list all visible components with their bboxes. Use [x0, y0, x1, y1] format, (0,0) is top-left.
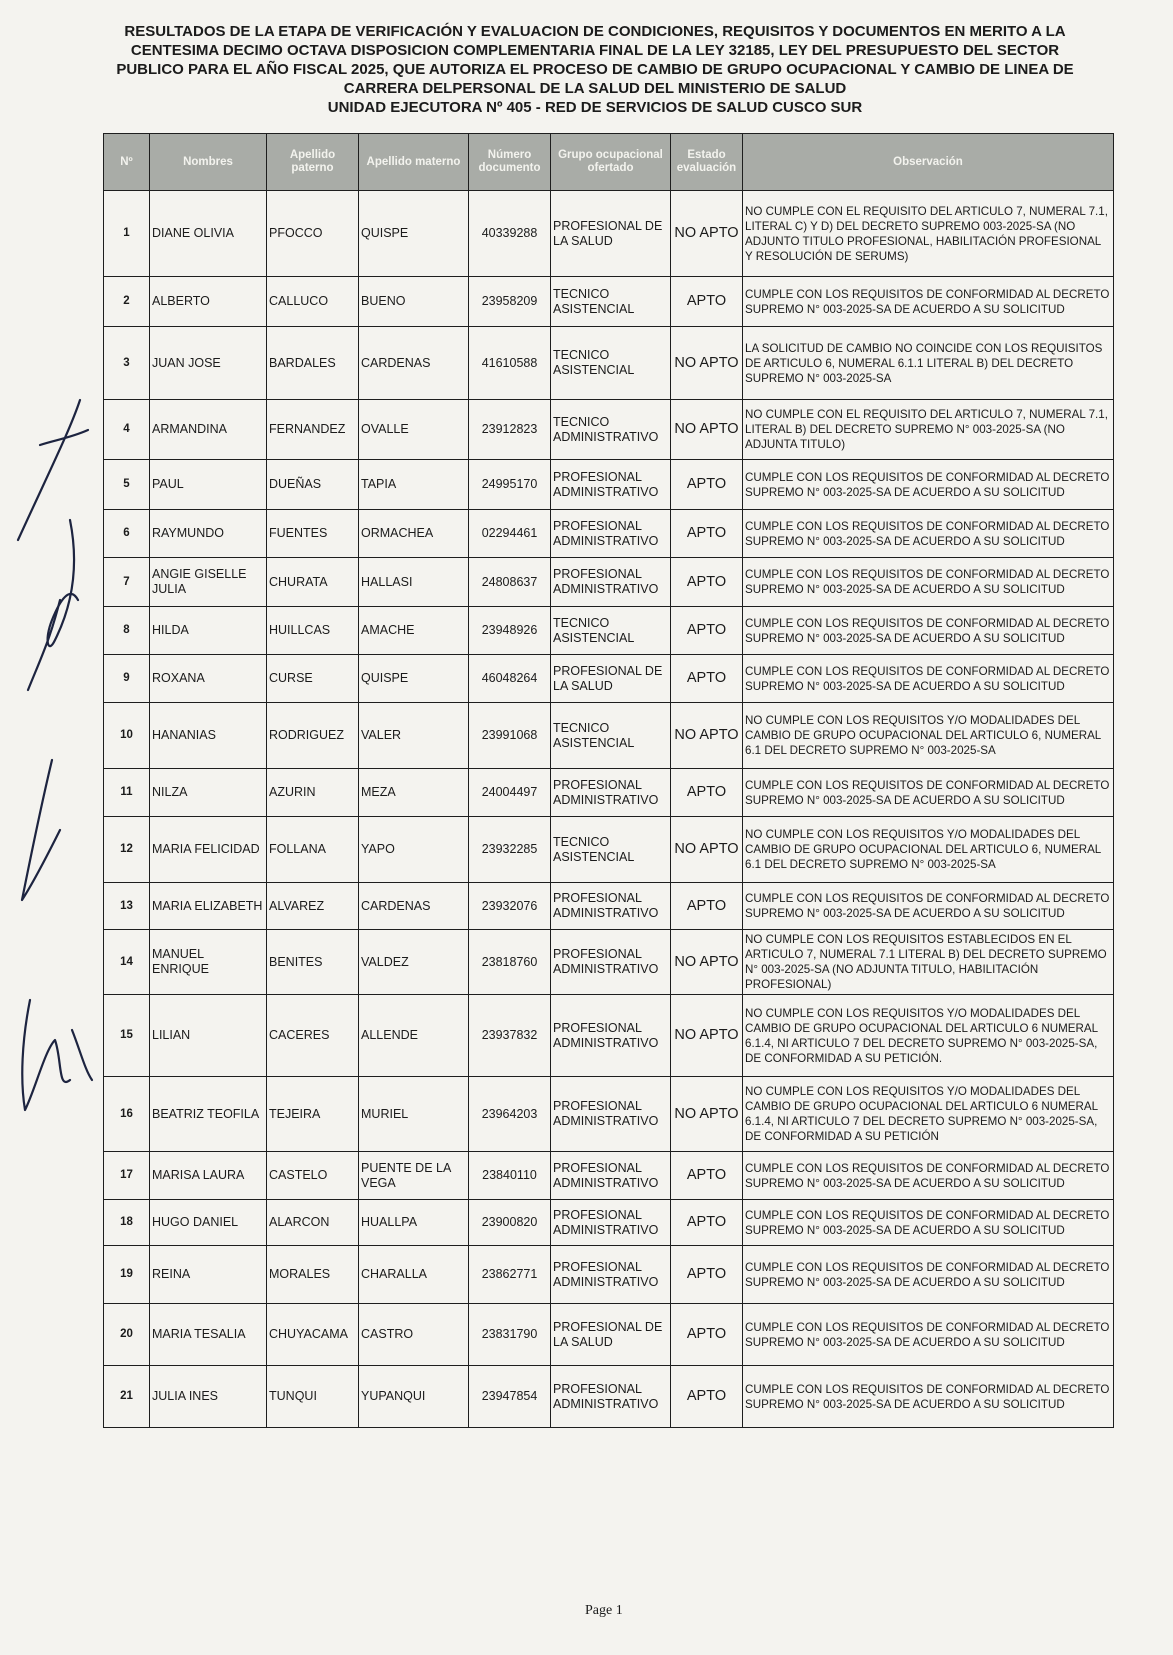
- table-row: [104, 1077, 1114, 1152]
- cell-nombres: MARISA LAURA: [150, 1152, 267, 1200]
- table-row: [104, 191, 1114, 277]
- title-line-1: RESULTADOS DE LA ETAPA DE VERIFICACIÓN Y EVALUACION DE CONDICIONES, REQUISITOS Y DOCUMENTOS EN MERITO A LA: [124, 23, 1066, 40]
- cell-apellido-paterno: FOLLANA: [267, 817, 359, 883]
- cell-numero-documento: 23932285: [469, 817, 551, 883]
- cell-apellido-paterno: ALVAREZ: [267, 883, 359, 930]
- cell-estado-evaluacion: APTO: [671, 460, 743, 510]
- cell-nombres: JUAN JOSE: [150, 327, 267, 400]
- cell-nombres: HILDA: [150, 607, 267, 655]
- cell-n: 20: [104, 1304, 150, 1366]
- cell-estado-evaluacion: NO APTO: [671, 930, 743, 995]
- cell-nombres: REINA: [150, 1246, 267, 1304]
- cell-grupo-ocupacional: PROFESIONAL ADMINISTRATIVO: [551, 558, 671, 607]
- table-row: [104, 995, 1114, 1077]
- cell-estado-evaluacion: APTO: [671, 1200, 743, 1246]
- cell-estado-evaluacion: APTO: [671, 1304, 743, 1366]
- cell-apellido-paterno: FUENTES: [267, 510, 359, 558]
- cell-apellido-materno: VALDEZ: [359, 930, 469, 995]
- cell-grupo-ocupacional: TECNICO ASISTENCIAL: [551, 703, 671, 769]
- table-header-row: [104, 134, 1114, 191]
- cell-estado-evaluacion: APTO: [671, 883, 743, 930]
- cell-apellido-paterno: ALARCON: [267, 1200, 359, 1246]
- cell-n: 2: [104, 277, 150, 327]
- cell-apellido-materno: MEZA: [359, 769, 469, 817]
- cell-nombres: HUGO DANIEL: [150, 1200, 267, 1246]
- cell-numero-documento: 24004497: [469, 769, 551, 817]
- cell-apellido-paterno: CURSE: [267, 655, 359, 703]
- cell-observacion: CUMPLE CON LOS REQUISITOS DE CONFORMIDAD AL DECRETO SUPREMO N° 003-2025-SA DE ACUERDO A SU SOLICITUD: [743, 655, 1114, 703]
- cell-estado-evaluacion: APTO: [671, 769, 743, 817]
- cell-n: 8: [104, 607, 150, 655]
- cell-apellido-paterno: BARDALES: [267, 327, 359, 400]
- cell-apellido-paterno: CACERES: [267, 995, 359, 1077]
- table-row: [104, 1304, 1114, 1366]
- cell-apellido-paterno: HUILLCAS: [267, 607, 359, 655]
- table-row: [104, 703, 1114, 769]
- cell-estado-evaluacion: NO APTO: [671, 400, 743, 460]
- cell-observacion: CUMPLE CON LOS REQUISITOS DE CONFORMIDAD AL DECRETO SUPREMO N° 003-2025-SA DE ACUERDO A SU SOLICITUD: [743, 558, 1114, 607]
- cell-grupo-ocupacional: TECNICO ASISTENCIAL: [551, 327, 671, 400]
- table-row: [104, 558, 1114, 607]
- cell-n: 16: [104, 1077, 150, 1152]
- cell-n: 14: [104, 930, 150, 995]
- cell-apellido-materno: YUPANQUI: [359, 1366, 469, 1428]
- cell-numero-documento: 23932076: [469, 883, 551, 930]
- cell-estado-evaluacion: NO APTO: [671, 817, 743, 883]
- table-row: [104, 277, 1114, 327]
- cell-nombres: ARMANDINA: [150, 400, 267, 460]
- cell-numero-documento: 41610588: [469, 327, 551, 400]
- cell-apellido-paterno: BENITES: [267, 930, 359, 995]
- cell-apellido-materno: CARDENAS: [359, 883, 469, 930]
- cell-numero-documento: 24995170: [469, 460, 551, 510]
- title-line-4: CARRERA DELPERSONAL DE LA SALUD DEL MINISTERIO DE SALUD: [343, 80, 847, 97]
- table-row: [104, 817, 1114, 883]
- cell-numero-documento: 23818760: [469, 930, 551, 995]
- cell-nombres: LILIAN: [150, 995, 267, 1077]
- cell-nombres: MARIA TESALIA: [150, 1304, 267, 1366]
- col-header-nombres: Nombres: [150, 134, 267, 191]
- cell-apellido-materno: MURIEL: [359, 1077, 469, 1152]
- cell-estado-evaluacion: NO APTO: [671, 703, 743, 769]
- cell-observacion: CUMPLE CON LOS REQUISITOS DE CONFORMIDAD AL DECRETO SUPREMO N° 003-2025-SA DE ACUERDO A SU SOLICITUD: [743, 1366, 1114, 1428]
- cell-observacion: CUMPLE CON LOS REQUISITOS DE CONFORMIDAD AL DECRETO SUPREMO N° 003-2025-SA DE ACUERDO A SU SOLICITUD: [743, 607, 1114, 655]
- cell-observacion: CUMPLE CON LOS REQUISITOS DE CONFORMIDAD AL DECRETO SUPREMO N° 003-2025-SA DE ACUERDO A SU SOLICITUD: [743, 769, 1114, 817]
- cell-grupo-ocupacional: PROFESIONAL ADMINISTRATIVO: [551, 1366, 671, 1428]
- col-header-apellido-materno: Apellido materno: [359, 134, 469, 191]
- cell-numero-documento: 23947854: [469, 1366, 551, 1428]
- title-line-2: CENTESIMA DECIMO OCTAVA DISPOSICION COMPLEMENTARIA FINAL DE LA LEY 32185, LEY DEL PRESUPUESTO DEL SECTOR: [130, 42, 1060, 59]
- signature-stroke-1: [18, 400, 80, 540]
- cell-n: 17: [104, 1152, 150, 1200]
- results-table: [103, 133, 1114, 1428]
- page-number: Page 1: [585, 1603, 623, 1618]
- cell-apellido-paterno: CHUYACAMA: [267, 1304, 359, 1366]
- cell-n: 6: [104, 510, 150, 558]
- cell-estado-evaluacion: APTO: [671, 558, 743, 607]
- cell-n: 9: [104, 655, 150, 703]
- cell-apellido-paterno: CALLUCO: [267, 277, 359, 327]
- cell-grupo-ocupacional: PROFESIONAL ADMINISTRATIVO: [551, 1200, 671, 1246]
- cell-observacion: NO CUMPLE CON LOS REQUISITOS Y/O MODALIDADES DEL CAMBIO DE GRUPO OCUPACIONAL DEL ARTICULO 6, NUMERAL 6.1 DEL DECRETO SUPREMO N° 003-2025-SA: [743, 703, 1114, 769]
- cell-grupo-ocupacional: PROFESIONAL ADMINISTRATIVO: [551, 995, 671, 1077]
- cell-observacion: NO CUMPLE CON LOS REQUISITOS Y/O MODALIDADES DEL CAMBIO DE GRUPO OCUPACIONAL DEL ARTICULO 6, NUMERAL 6.1 DEL DECRETO SUPREMO N° 003-2025-SA: [743, 817, 1114, 883]
- cell-grupo-ocupacional: TECNICO ASISTENCIAL: [551, 817, 671, 883]
- cell-apellido-materno: BUENO: [359, 277, 469, 327]
- cell-n: 21: [104, 1366, 150, 1428]
- cell-estado-evaluacion: APTO: [671, 510, 743, 558]
- cell-observacion: NO CUMPLE CON EL REQUISITO DEL ARTICULO 7, NUMERAL 7.1, LITERAL B) DEL DECRETO SUPREMO N° 003-2025-SA (NO ADJUNTA TITULO): [743, 400, 1114, 460]
- cell-observacion: CUMPLE CON LOS REQUISITOS DE CONFORMIDAD AL DECRETO SUPREMO N° 003-2025-SA DE ACUERDO A SU SOLICITUD: [743, 277, 1114, 327]
- cell-grupo-ocupacional: PROFESIONAL DE LA SALUD: [551, 1304, 671, 1366]
- cell-observacion: CUMPLE CON LOS REQUISITOS DE CONFORMIDAD AL DECRETO SUPREMO N° 003-2025-SA DE ACUERDO A SU SOLICITUD: [743, 510, 1114, 558]
- table-row: [104, 883, 1114, 930]
- cell-nombres: MARIA FELICIDAD: [150, 817, 267, 883]
- cell-apellido-paterno: PFOCCO: [267, 191, 359, 277]
- cell-grupo-ocupacional: PROFESIONAL ADMINISTRATIVO: [551, 460, 671, 510]
- title-line-3: PUBLICO PARA EL AÑO FISCAL 2025, QUE AUTORIZA EL PROCESO DE CAMBIO DE GRUPO OCUPACIONAL Y CAMBIO DE LINEA DE: [116, 61, 1074, 78]
- cell-apellido-paterno: MORALES: [267, 1246, 359, 1304]
- cell-n: 11: [104, 769, 150, 817]
- table-row: [104, 930, 1114, 995]
- cell-estado-evaluacion: APTO: [671, 607, 743, 655]
- cell-apellido-materno: OVALLE: [359, 400, 469, 460]
- cell-nombres: NILZA: [150, 769, 267, 817]
- cell-apellido-materno: VALER: [359, 703, 469, 769]
- cell-observacion: NO CUMPLE CON EL REQUISITO DEL ARTICULO 7, NUMERAL 7.1, LITERAL C) Y D) DEL DECRETO SUPREMO 003-2025-SA (NO ADJUNTO TITULO PROFESIONAL, HABILITACIÓN PROFESIONAL Y RESOLUCIÓN DE SERUMS): [743, 191, 1114, 277]
- initials-stroke-2: [72, 1030, 92, 1080]
- cell-estado-evaluacion: NO APTO: [671, 1077, 743, 1152]
- cell-grupo-ocupacional: PROFESIONAL DE LA SALUD: [551, 191, 671, 277]
- cell-grupo-ocupacional: TECNICO ADMINISTRATIVO: [551, 400, 671, 460]
- cell-numero-documento: 23958209: [469, 277, 551, 327]
- cell-n: 12: [104, 817, 150, 883]
- cell-nombres: JULIA INES: [150, 1366, 267, 1428]
- cell-observacion: NO CUMPLE CON LOS REQUISITOS Y/O MODALIDADES DEL CAMBIO DE GRUPO OCUPACIONAL DEL ARTICULO 6 NUMERAL 6.1.4, NI ARTICULO 7 DEL DECRETO SUPREMO N° 003-2025-SA, DE CONFORMIDAD A SU PETICIÓN: [743, 1077, 1114, 1152]
- cell-observacion: CUMPLE CON LOS REQUISITOS DE CONFORMIDAD AL DECRETO SUPREMO N° 003-2025-SA DE ACUERDO A SU SOLICITUD: [743, 883, 1114, 930]
- cell-n: 18: [104, 1200, 150, 1246]
- table-row: [104, 327, 1114, 400]
- cell-grupo-ocupacional: PROFESIONAL ADMINISTRATIVO: [551, 883, 671, 930]
- cell-apellido-materno: HUALLPA: [359, 1200, 469, 1246]
- table-row: [104, 400, 1114, 460]
- cell-apellido-materno: ORMACHEA: [359, 510, 469, 558]
- col-header-observacion: Observación: [743, 134, 1114, 191]
- cell-numero-documento: 23862771: [469, 1246, 551, 1304]
- cell-numero-documento: 23900820: [469, 1200, 551, 1246]
- cell-grupo-ocupacional: PROFESIONAL DE LA SALUD: [551, 655, 671, 703]
- table-row: [104, 607, 1114, 655]
- cell-observacion: NO CUMPLE CON LOS REQUISITOS Y/O MODALIDADES DEL CAMBIO DE GRUPO OCUPACIONAL DEL ARTICULO 6 NUMERAL 6.1.4, NI ARTICULO 7 DEL DECRETO SUPREMO N° 003-2025-SA, DE CONFORMIDAD A SU PETICIÓN.: [743, 995, 1114, 1077]
- cell-n: 1: [104, 191, 150, 277]
- table-row: [104, 655, 1114, 703]
- cell-apellido-paterno: CASTELO: [267, 1152, 359, 1200]
- cell-apellido-materno: CASTRO: [359, 1304, 469, 1366]
- table-row: [104, 1200, 1114, 1246]
- cell-n: 13: [104, 883, 150, 930]
- table-row: [104, 510, 1114, 558]
- cell-n: 5: [104, 460, 150, 510]
- cell-nombres: MANUEL ENRIQUE: [150, 930, 267, 995]
- cell-numero-documento: 23991068: [469, 703, 551, 769]
- table-row: [104, 1152, 1114, 1200]
- cell-apellido-paterno: AZURIN: [267, 769, 359, 817]
- cell-apellido-paterno: FERNANDEZ: [267, 400, 359, 460]
- cell-estado-evaluacion: APTO: [671, 277, 743, 327]
- cell-numero-documento: 23948926: [469, 607, 551, 655]
- table-row: [104, 460, 1114, 510]
- cell-nombres: ALBERTO: [150, 277, 267, 327]
- cell-grupo-ocupacional: TECNICO ASISTENCIAL: [551, 277, 671, 327]
- cell-grupo-ocupacional: PROFESIONAL ADMINISTRATIVO: [551, 930, 671, 995]
- cell-apellido-materno: QUISPE: [359, 655, 469, 703]
- cell-grupo-ocupacional: PROFESIONAL ADMINISTRATIVO: [551, 1246, 671, 1304]
- cell-grupo-ocupacional: TECNICO ASISTENCIAL: [551, 607, 671, 655]
- cell-numero-documento: 23937832: [469, 995, 551, 1077]
- col-header-estado-evaluacion: Estado evaluación: [671, 134, 743, 191]
- col-header-apellido-paterno: Apellido paterno: [267, 134, 359, 191]
- cell-n: 10: [104, 703, 150, 769]
- col-header-grupo-ocupacional: Grupo ocupacional ofertado: [551, 134, 671, 191]
- table-row: [104, 1366, 1114, 1428]
- cell-estado-evaluacion: APTO: [671, 655, 743, 703]
- cell-estado-evaluacion: APTO: [671, 1152, 743, 1200]
- cell-observacion: LA SOLICITUD DE CAMBIO NO COINCIDE CON LOS REQUISITOS DE ARTICULO 6, NUMERAL 6.1.1 LITERAL B) DEL DECRETO SUPREMO N° 003-2025-SA: [743, 327, 1114, 400]
- cell-observacion: CUMPLE CON LOS REQUISITOS DE CONFORMIDAD AL DECRETO SUPREMO N° 003-2025-SA DE ACUERDO A SU SOLICITUD: [743, 1246, 1114, 1304]
- col-header-n: Nº: [104, 134, 150, 191]
- cell-apellido-paterno: RODRIGUEZ: [267, 703, 359, 769]
- cell-estado-evaluacion: NO APTO: [671, 191, 743, 277]
- cell-observacion: NO CUMPLE CON LOS REQUISITOS ESTABLECIDOS EN EL ARTICULO 7, NUMERAL 7.1 LITERAL B) DEL DECRETO SUPREMO N° 003-2025-SA (NO ADJUNTA TITULO, HABILITACIÓN PROFESIONAL): [743, 930, 1114, 995]
- cell-estado-evaluacion: NO APTO: [671, 995, 743, 1077]
- cell-observacion: CUMPLE CON LOS REQUISITOS DE CONFORMIDAD AL DECRETO SUPREMO N° 003-2025-SA DE ACUERDO A SU SOLICITUD: [743, 460, 1114, 510]
- table-row: [104, 1246, 1114, 1304]
- cell-apellido-materno: YAPO: [359, 817, 469, 883]
- cell-grupo-ocupacional: PROFESIONAL ADMINISTRATIVO: [551, 1152, 671, 1200]
- cell-numero-documento: 23912823: [469, 400, 551, 460]
- cell-n: 19: [104, 1246, 150, 1304]
- col-header-numero-documento: Número documento: [469, 134, 551, 191]
- table-body: [104, 191, 1114, 1428]
- cell-nombres: BEATRIZ TEOFILA: [150, 1077, 267, 1152]
- cell-numero-documento: 02294461: [469, 510, 551, 558]
- table-row: [104, 769, 1114, 817]
- cell-numero-documento: 23964203: [469, 1077, 551, 1152]
- cell-apellido-materno: PUENTE DE LA VEGA: [359, 1152, 469, 1200]
- cell-estado-evaluacion: APTO: [671, 1246, 743, 1304]
- cell-observacion: CUMPLE CON LOS REQUISITOS DE CONFORMIDAD AL DECRETO SUPREMO N° 003-2025-SA DE ACUERDO A SU SOLICITUD: [743, 1152, 1114, 1200]
- cell-apellido-materno: CHARALLA: [359, 1246, 469, 1304]
- cell-n: 4: [104, 400, 150, 460]
- cell-n: 3: [104, 327, 150, 400]
- cell-estado-evaluacion: NO APTO: [671, 327, 743, 400]
- cell-nombres: ANGIE GISELLE JULIA: [150, 558, 267, 607]
- cell-apellido-paterno: CHURATA: [267, 558, 359, 607]
- cell-nombres: DIANE OLIVIA: [150, 191, 267, 277]
- cell-nombres: RAYMUNDO: [150, 510, 267, 558]
- cell-apellido-materno: HALLASI: [359, 558, 469, 607]
- cell-apellido-materno: CARDENAS: [359, 327, 469, 400]
- title-line-5: UNIDAD EJECUTORA Nº 405 - RED DE SERVICIOS DE SALUD CUSCO SUR: [327, 99, 863, 116]
- cell-apellido-paterno: TEJEIRA: [267, 1077, 359, 1152]
- cell-numero-documento: 24808637: [469, 558, 551, 607]
- cell-apellido-materno: AMACHE: [359, 607, 469, 655]
- handwritten-signatures: [0, 0, 120, 1655]
- cell-observacion: CUMPLE CON LOS REQUISITOS DE CONFORMIDAD AL DECRETO SUPREMO N° 003-2025-SA DE ACUERDO A SU SOLICITUD: [743, 1200, 1114, 1246]
- cell-apellido-materno: TAPIA: [359, 460, 469, 510]
- cell-apellido-materno: ALLENDE: [359, 995, 469, 1077]
- initials-stroke-1: [22, 1000, 70, 1110]
- cell-numero-documento: 23831790: [469, 1304, 551, 1366]
- signature-stroke-2: [40, 430, 88, 445]
- cell-apellido-materno: QUISPE: [359, 191, 469, 277]
- cell-nombres: HANANIAS: [150, 703, 267, 769]
- cell-observacion: CUMPLE CON LOS REQUISITOS DE CONFORMIDAD AL DECRETO SUPREMO N° 003-2025-SA DE ACUERDO A SU SOLICITUD: [743, 1304, 1114, 1366]
- cell-apellido-paterno: DUEÑAS: [267, 460, 359, 510]
- cell-grupo-ocupacional: PROFESIONAL ADMINISTRATIVO: [551, 1077, 671, 1152]
- cell-n: 7: [104, 558, 150, 607]
- cell-n: 15: [104, 995, 150, 1077]
- signature-stroke-5: [22, 760, 60, 900]
- document-title: [95, 22, 1095, 117]
- cell-numero-documento: 23840110: [469, 1152, 551, 1200]
- cell-numero-documento: 40339288: [469, 191, 551, 277]
- cell-numero-documento: 46048264: [469, 655, 551, 703]
- cell-apellido-paterno: TUNQUI: [267, 1366, 359, 1428]
- cell-nombres: ROXANA: [150, 655, 267, 703]
- cell-grupo-ocupacional: PROFESIONAL ADMINISTRATIVO: [551, 769, 671, 817]
- cell-nombres: MARIA ELIZABETH: [150, 883, 267, 930]
- cell-nombres: PAUL: [150, 460, 267, 510]
- cell-grupo-ocupacional: PROFESIONAL ADMINISTRATIVO: [551, 510, 671, 558]
- cell-estado-evaluacion: APTO: [671, 1366, 743, 1428]
